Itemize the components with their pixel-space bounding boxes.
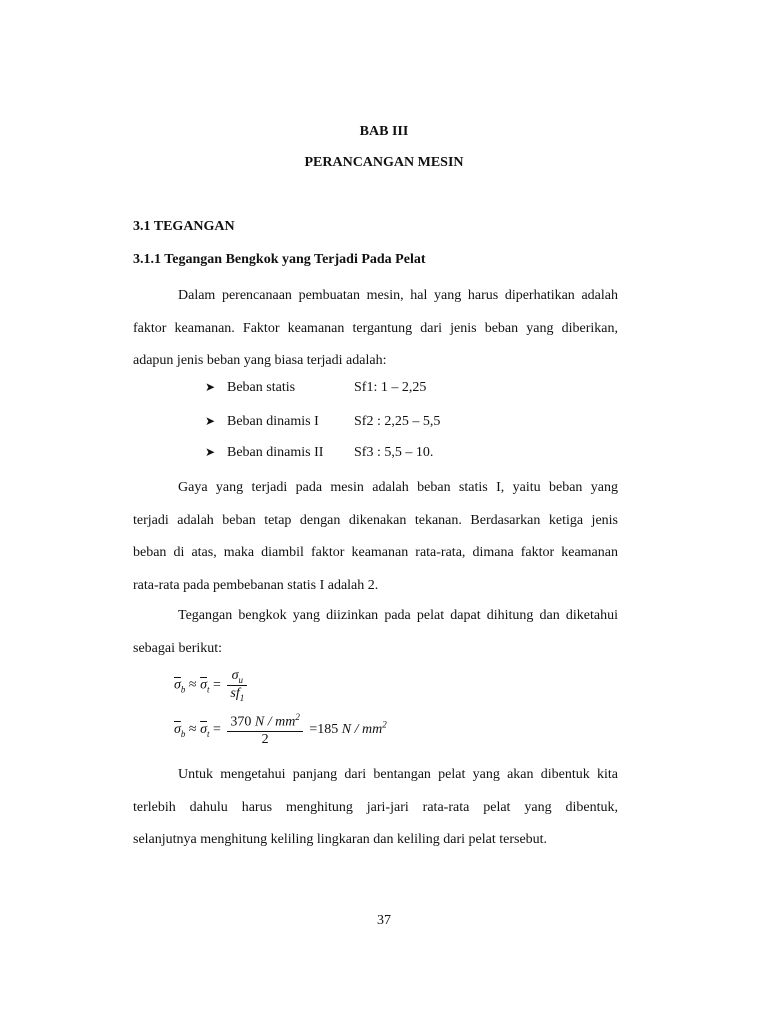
paragraph-line: sebagai berikut:: [133, 640, 223, 656]
arrow-bullet-icon: ➤: [205, 380, 216, 394]
formula-allowable-stress: [174, 668, 250, 703]
formula-result-unit: N / mm: [341, 722, 383, 738]
paragraph-line: terjadi adalah beban tetap dengan dikenakan tekanan. Berdasarkan ketiga jenis: [133, 512, 618, 528]
paragraph-bending-stress-intro: [133, 600, 618, 665]
paragraph-safety-factor: [133, 280, 618, 378]
list-item-factor: Sf1: 1 – 2,25: [354, 380, 427, 395]
formula-stress-value: [174, 712, 387, 748]
list-item-dynamic-load-2: [205, 445, 433, 465]
formula-subscript: b: [180, 728, 186, 739]
paragraph-line: faktor keamanan. Faktor keamanan tergantung dari jenis beban yang diberikan,: [133, 320, 618, 336]
list-item-static-load: [205, 380, 426, 400]
formula-operator: ≈: [188, 677, 197, 693]
paragraph-line: selanjutnya menghitung keliling lingkaran dan keliling dari pelat tersebut.: [133, 832, 548, 847]
list-item-label: Beban dinamis II: [227, 445, 324, 460]
fraction-numerator: $\sigma_u$: [227, 668, 247, 686]
section-heading: 3.1 TEGANGAN: [133, 219, 235, 234]
fraction-denominator: 2: [261, 731, 269, 747]
page-number: 37: [377, 913, 391, 928]
formula-fraction: [227, 668, 247, 703]
paragraph-line: rata-rata pada pembebanan statis I adalah 2.: [133, 577, 379, 593]
paragraph-line: Untuk mengetahui panjang dari bentangan pelat yang akan dibentuk kita: [178, 767, 618, 782]
paragraph-line: terlebih dahulu harus menghitung jari-jari rata-rata pelat yang dibentuk,: [133, 799, 618, 815]
formula-subscript: t: [207, 728, 210, 739]
chapter-label: BAB III: [359, 124, 409, 139]
paragraph-line: beban di atas, maka diambil faktor keamanan rata-rata, dimana faktor keamanan: [133, 545, 618, 560]
list-item-factor: Sf2 : 2,25 – 5,5: [354, 414, 441, 429]
paragraph-load-type: [133, 472, 618, 602]
list-item-label: Beban statis: [227, 380, 296, 395]
formula-operator: ≈: [188, 722, 197, 738]
paragraph-line: Tegangan bengkok yang diizinkan pada pelat dapat dihitung dan diketahui: [178, 608, 618, 623]
formula-result-exponent: 2: [382, 719, 387, 730]
list-item-factor: Sf3 : 5,5 – 10.: [354, 445, 434, 460]
list-item-label: Beban dinamis I: [227, 414, 319, 429]
fraction-numerator: 370 N / $mm^2$: [227, 712, 302, 732]
formula-symbol: $\overline{\sigma}$: [200, 722, 207, 738]
formula-result: =185: [309, 722, 339, 738]
paragraph-line: Dalam perencanaan pembuatan mesin, hal yang harus diperhatikan adalah: [178, 288, 618, 303]
arrow-bullet-icon: ➤: [205, 414, 216, 428]
subsection-heading: 3.1.1 Tegangan Bengkok yang Terjadi Pada Pelat: [133, 252, 426, 267]
formula-fraction: [227, 712, 302, 748]
formula-symbol: $\overline{\sigma}$: [174, 722, 181, 738]
paragraph-line: Gaya yang terjadi pada mesin adalah beban statis I, yaitu beban yang: [178, 480, 618, 495]
formula-operator: =: [213, 722, 221, 738]
paragraph-line: adapun jenis beban yang biasa terjadi adalah:: [133, 353, 387, 368]
formula-symbol: $\overline{\sigma}$: [174, 677, 181, 693]
fraction-denominator: $sf_1$: [230, 685, 245, 703]
formula-subscript: t: [207, 684, 210, 695]
formula-symbol: $\overline{\sigma}$: [200, 677, 207, 693]
arrow-bullet-icon: ➤: [205, 445, 216, 459]
list-item-dynamic-load-1: [205, 414, 440, 434]
paragraph-plate-length: [133, 759, 618, 857]
formula-operator: =: [213, 677, 221, 693]
chapter-title: PERANCANGAN MESIN: [304, 155, 464, 170]
formula-subscript: b: [180, 684, 186, 695]
